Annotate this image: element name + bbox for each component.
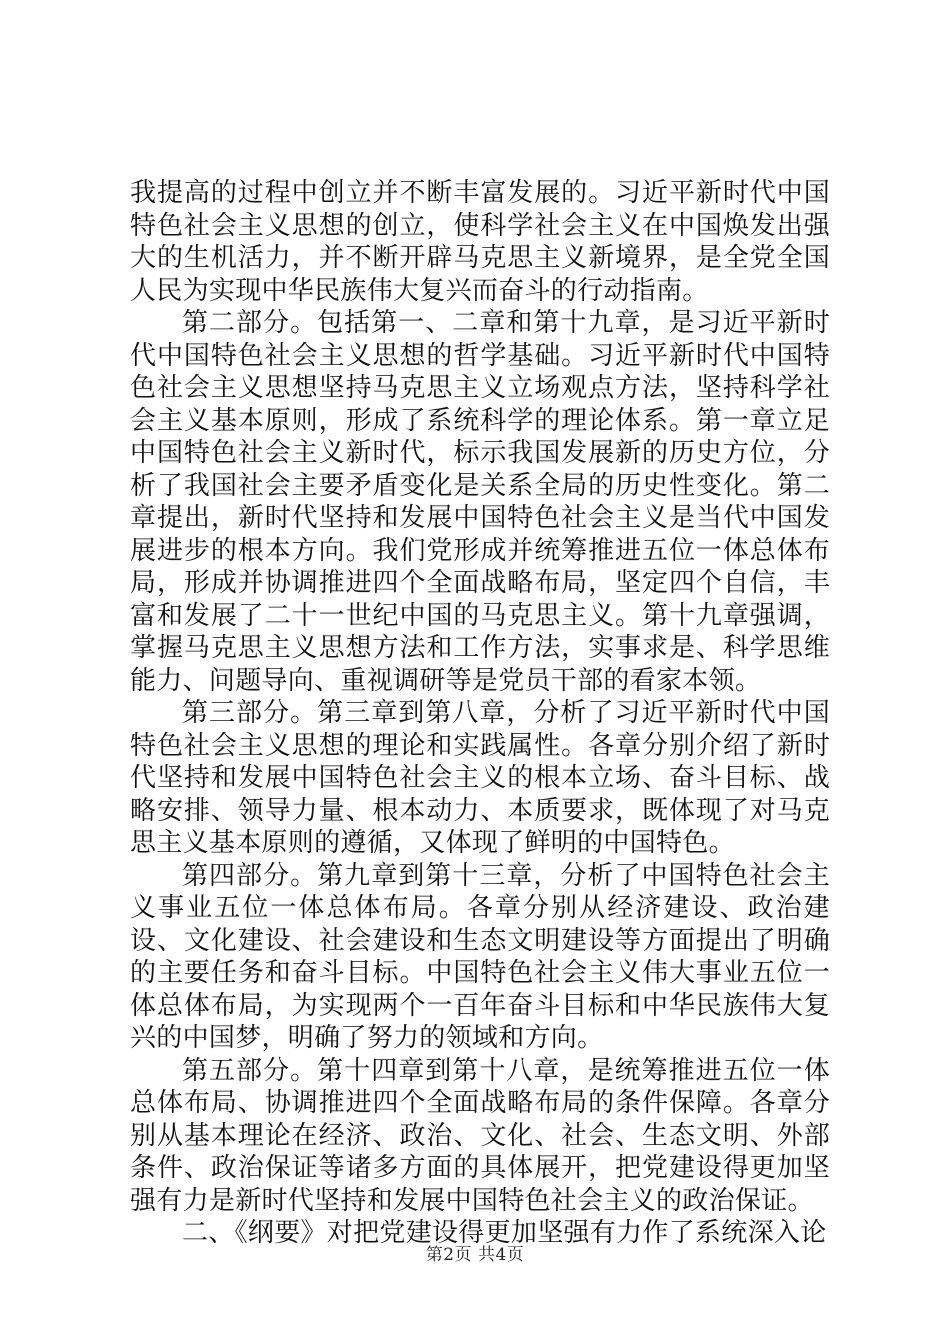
paragraph-3: 第三部分。第三章到第八章，分析了习近平新时代中国特色社会主义思想的理论和实践属性。各章分别介绍了新时代坚持和发展中国特色社会主义的根本立场、奋斗目标、战略安排、领导力量、根本动力、本质要求，既体现了对马克思主义基本原则的遵循，又体现了鲜明的中国特色。 — [130, 698, 830, 858]
page-number-footer: 第2页 共4页 — [425, 1245, 525, 1265]
paragraph-2: 第二部分。包括第一、二章和第十九章，是习近平新时代中国特色社会主义思想的哲学基础。习近平新时代中国特色社会主义思想坚持马克思主义立场观点方法，坚持科学社会主义基本原则，形成了系统科学的理论体系。第一章立足中国特色社会主义新时代，标示我国发展新的历史方位，分析了我国社会主要矛盾变化是关系全局的历史性变化。第二章提出，新时代坚持和发展中国特色社会主义是当代中国发展进步的根本方向。我们党形成并统筹推进五位一体总体布局，形成并协调推进四个全面战略布局，坚定四个自信，丰富和发展了二十一世纪中国的马克思主义。第十九章强调，掌握马克思主义思想方法和工作方法，实事求是、科学思维能力、问题导向、重视调研等是党员干部的看家本领。 — [130, 308, 830, 696]
paragraph-4: 第四部分。第九章到第十三章，分析了中国特色社会主义事业五位一体总体布局。各章分别从经济建设、政治建设、文化建设、社会建设和生态文明建设等方面提出了明确的主要任务和奋斗目标。中国特色社会主义伟大事业五位一体总体布局，为实现两个一百年奋斗目标和中华民族伟大复兴的中国梦，明确了努力的领域和方向。 — [130, 860, 830, 1053]
paragraph-6: 二、《纲要》对把党建设得更加坚强有力作了系统深入论 — [182, 1218, 827, 1248]
paragraph-1: 我提高的过程中创立并不断丰富发展的。习近平新时代中国特色社会主义思想的创立，使科学社会主义在中国焕发出强大的生机活力，并不断开辟马克思主义新境界，是全党全国人民为实现中华民族伟大复兴而奋斗的行动指南。 — [130, 178, 830, 306]
document-body — [130, 177, 830, 1250]
paragraph-5: 第五部分。第十四章到第十八章，是统筹推进五位一体总体布局、协调推进四个全面战略布局的条件保障。各章分别从基本理论在经济、政治、文化、社会、生态文明、外部条件、政治保证等诸多方面的具体展开，把党建设得更加坚强有力是新时代坚持和发展中国特色社会主义的政治保证。 — [130, 1055, 830, 1216]
